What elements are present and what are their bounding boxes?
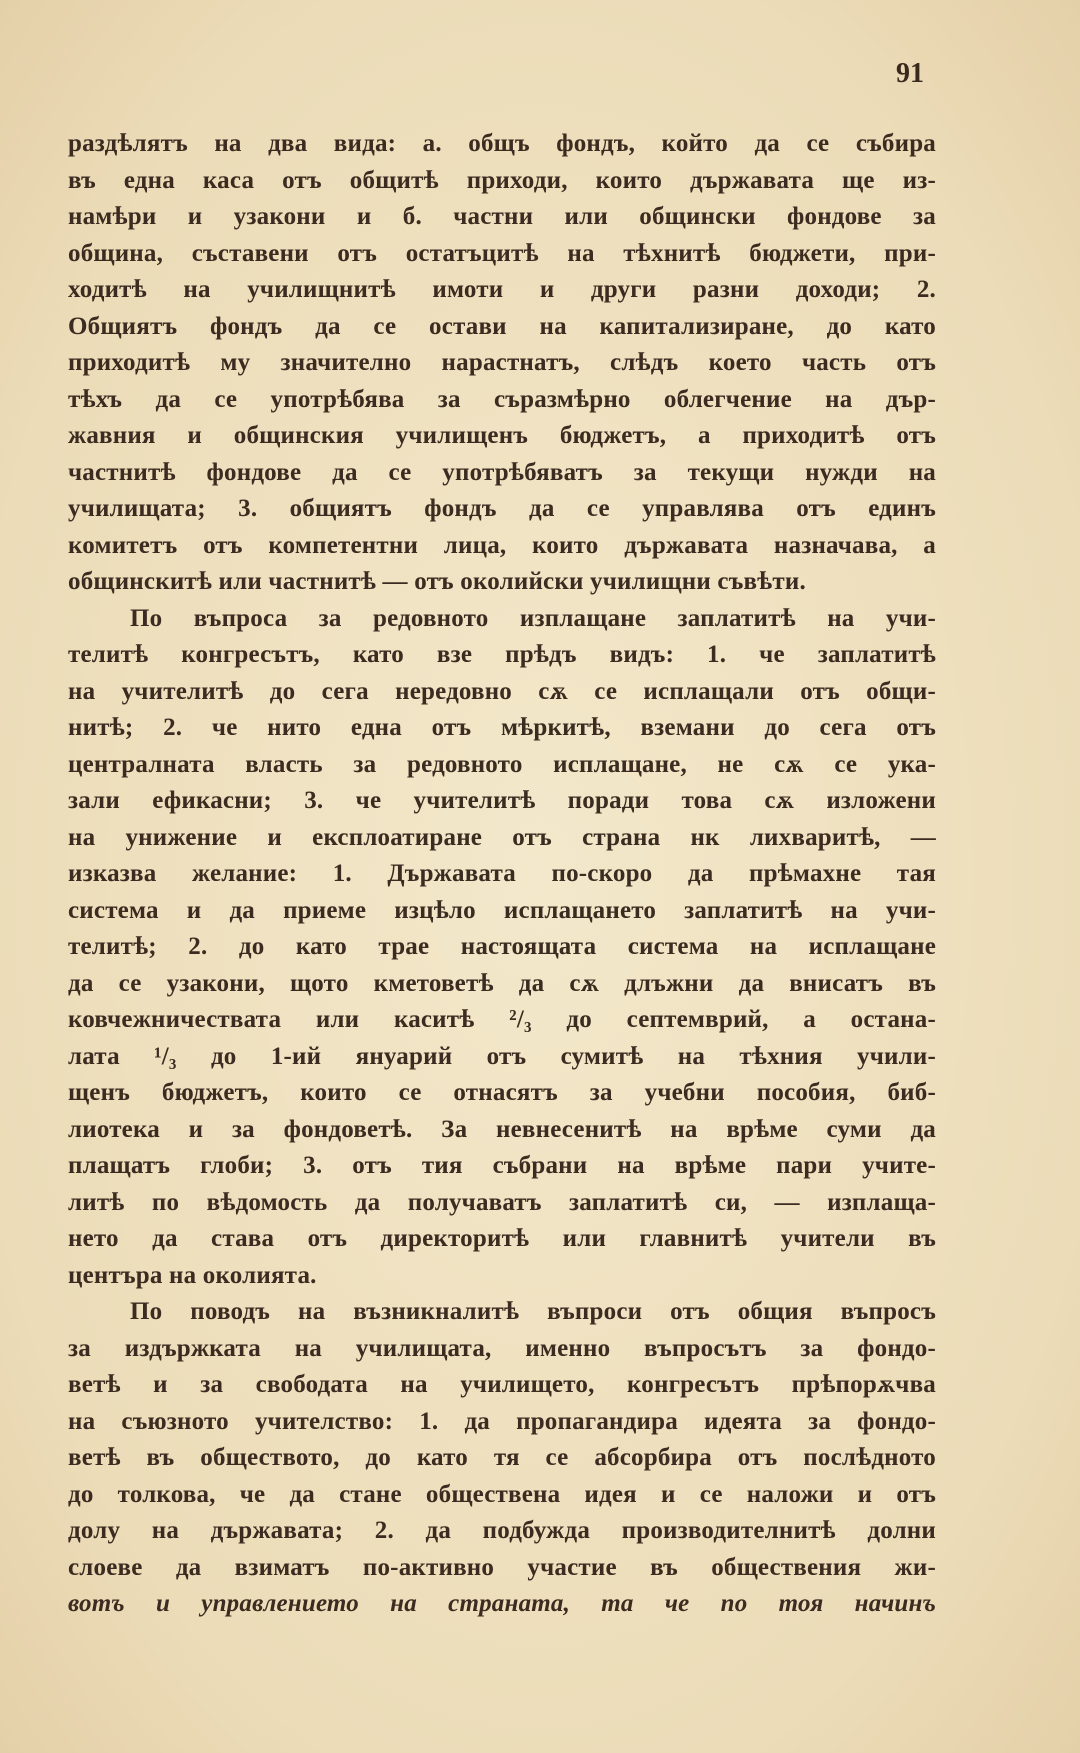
- text-line: общинскитѣ или частнитѣ — отъ околийски училищни съвѣти.: [68, 568, 806, 595]
- text-line: раздѣлятъ на два вида: а. общъ фондъ, който да се събира: [68, 130, 936, 157]
- text-line: до толкова, че да стане обществена идея и се наложи и отъ: [68, 1480, 936, 1508]
- text-line: частнитѣ фондове да се употрѣбяватъ за текущи нужди на: [68, 458, 936, 486]
- text-line: ветѣ и за свободата на училището, конгресътъ прѣпорѫчва: [68, 1371, 936, 1398]
- text-line: училищата; 3. общиятъ фондъ да се управлява отъ единъ: [68, 495, 936, 522]
- text-line: телитѣ; 2. до като трае настоящата система на исплащане: [68, 933, 936, 960]
- text-line: жавния и общинския училищенъ бюджетъ, а приходитѣ отъ: [68, 422, 936, 449]
- text-line: централната власть за редовното исплащане, не сѫ се ука-: [68, 750, 936, 778]
- text-line: По въпроса за редовното изплащане заплатитѣ на учи-: [130, 604, 936, 632]
- text-line: ветѣ въ обществото, до като тя се абсорбира отъ послѣдното: [68, 1444, 936, 1471]
- paragraph: [68, 1294, 936, 1623]
- text-line: въ една каса отъ общитѣ приходи, които държавата ще из-: [68, 166, 936, 194]
- text-line: плащатъ глоби; 3. отъ тия събрани на врѣме пари учите-: [68, 1152, 936, 1179]
- text-line: слоеве да взиматъ по-активно участие въ обществения жи-: [68, 1553, 936, 1581]
- text-line: на учителитѣ до сега нередовно сѫ се исплащали отъ общи-: [68, 677, 936, 705]
- text-line: зали ефикасни; 3. че учителитѣ поради това сѫ изложени: [68, 787, 936, 814]
- text-line: тѣхъ да се употрѣбява за съразмѣрно облегчение на дър-: [68, 385, 936, 413]
- body-text: [68, 126, 936, 1623]
- text-line: щенъ бюджетъ, които се отнасятъ за учебни пособия, биб-: [68, 1079, 936, 1106]
- text-line: нитѣ; 2. че нито една отъ мѣркитѣ, вземани до сега отъ: [68, 714, 936, 741]
- text-line: да се узакони, щото кметоветѣ да сѫ длъжни да внисатъ въ: [68, 969, 936, 997]
- text-line: По поводъ на възникналитѣ въпроси отъ общия въпросъ: [130, 1298, 936, 1325]
- text-line: изказва желание: 1. Държавата по-скоро да прѣмахне тая: [68, 860, 936, 887]
- text-line: на унижение и експлоатиране отъ страна нк лихваритѣ, —: [68, 823, 936, 851]
- text-line: комитетъ отъ компетентни лица, които държавата назначава, а: [68, 531, 936, 559]
- text-line: нето да става отъ директоритѣ или главнитѣ учители въ: [68, 1225, 936, 1252]
- text-line: вотъ и управлението на страната, та че по тоя начинъ: [68, 1590, 936, 1617]
- text-line: долу на държавата; 2. да подбужда производителнитѣ долни: [68, 1517, 936, 1544]
- text-line: центъра на околията.: [68, 1261, 317, 1289]
- text-line: намѣри и узакони и б. частни или общински фондове за: [68, 203, 936, 230]
- text-line: за издържката на училищата, именно въпросътъ за фондо-: [68, 1334, 936, 1362]
- text-line: на съюзното учителство: 1. да пропагандира идеята за фондо-: [68, 1407, 936, 1435]
- text-line: система и да приеме изцѣло исплащането заплатитѣ на учи-: [68, 896, 936, 924]
- text-line: ковчежничествата или каситѣ ²/₃ до септемврий, а остана-: [68, 1006, 936, 1033]
- text-line: приходитѣ му значително нарастнатъ, слѣдъ което часть отъ: [68, 349, 936, 376]
- text-line: лата ¹/₃ до 1-ий януарий отъ сумитѣ на тѣхния учили-: [68, 1042, 936, 1070]
- text-line: телитѣ конгресътъ, като взе прѣдъ видъ: 1. че заплатитѣ: [68, 641, 936, 668]
- text-line: лиотека и за фондоветѣ. За невнесенитѣ на врѣме суми да: [68, 1115, 936, 1143]
- paragraph: [68, 126, 936, 601]
- paragraph: [68, 601, 936, 1295]
- text-line: литѣ по вѣдомость да получаватъ заплатитѣ си, — изплаща-: [68, 1188, 936, 1216]
- page-number: 91: [896, 58, 924, 89]
- text-line: община, съставени отъ остатъцитѣ на тѣхнитѣ бюджети, при-: [68, 239, 936, 267]
- text-line: ходитѣ на училищнитѣ имоти и други разни доходи; 2.: [68, 276, 936, 303]
- text-line: Общиятъ фондъ да се остави на капитализиране, до като: [68, 312, 936, 340]
